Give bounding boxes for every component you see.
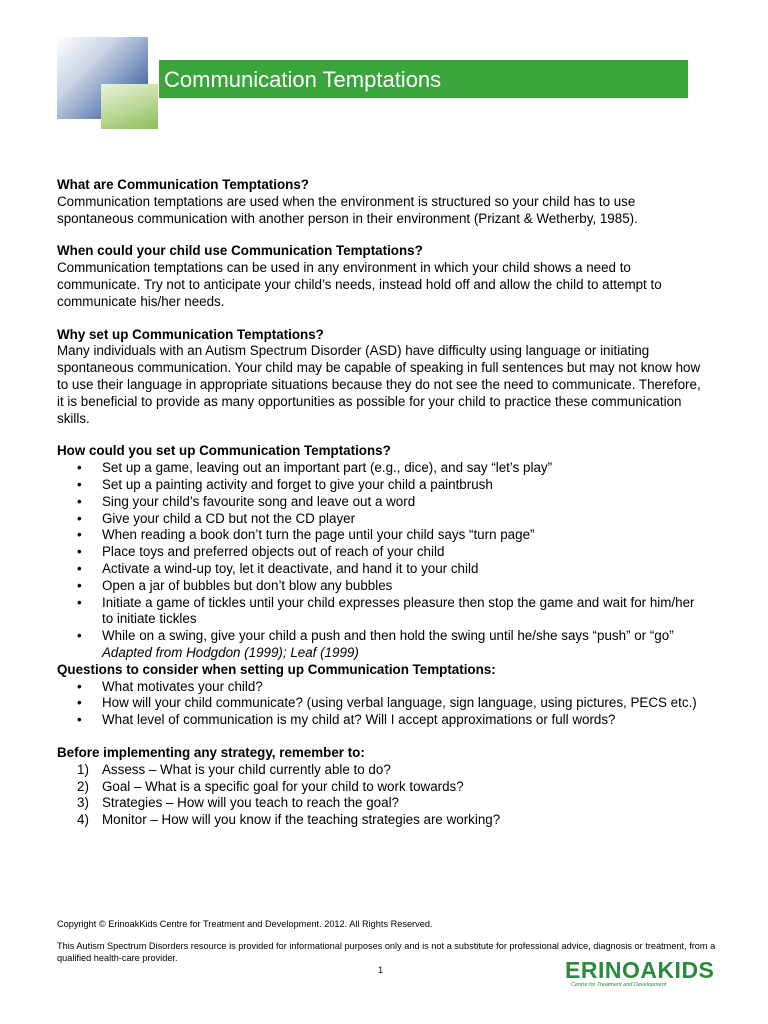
list-item: • Activate a wind-up toy, let it deactivate, and hand it to your child [57, 561, 707, 578]
questions-list [57, 679, 707, 729]
page-title: Communication Temptations [164, 67, 442, 92]
step-text: Monitor – How will you know if the teaching strategies are working? [102, 812, 501, 828]
section-how [57, 443, 707, 661]
step-text: Goal – What is a specific goal for your child to work towards? [102, 778, 464, 794]
list-item: • What motivates your child? [57, 679, 707, 696]
how-list [57, 460, 707, 645]
header-decoration-green [101, 84, 158, 129]
document-body [57, 177, 707, 829]
section-questions [57, 662, 707, 729]
section-heading: When could your child use Communication Temptations? [57, 243, 423, 259]
list-item: • What level of communication is my child at? Will I accept approximations or full words? [57, 712, 707, 729]
section-when [57, 243, 707, 310]
copyright-notice: Copyright © ErinoakKids Centre for Treatment and Development. 2012. All Rights Reserved. [57, 919, 433, 929]
list-item: • When reading a book don’t turn the page until your child says “turn page” [57, 527, 707, 544]
list-item: • Set up a painting activity and forget to give your child a paintbrush [57, 477, 707, 494]
section-before [57, 745, 707, 829]
section-paragraph: Communication temptations are used when the environment is structured so your child has to use spontaneous communication with another person in their environment (Prizant & Wetherby, 1985). [57, 193, 638, 226]
section-heading: How could you set up Communication Temptations? [57, 443, 391, 459]
list-item: • While on a swing, give your child a push and then hold the swing until he/she says “push” or “go” [57, 628, 707, 645]
list-item: • Give your child a CD but not the CD player [57, 511, 707, 528]
list-item: • Sing your child’s favourite song and leave out a word [57, 494, 707, 511]
list-item [57, 795, 707, 812]
list-item [57, 762, 707, 779]
erinoakkids-logo [565, 958, 715, 992]
step-number: 1) [77, 761, 89, 777]
section-what [57, 177, 707, 227]
list-item: • Set up a game, leaving out an important part (e.g., dice), and say “let’s play” [57, 460, 707, 477]
section-heading: Before implementing any strategy, remember to: [57, 744, 365, 760]
logo-tagline: Centre for Treatment and Development [571, 982, 667, 988]
list-item: • Place toys and preferred objects out of reach of your child [57, 544, 707, 561]
step-number: 2) [77, 778, 89, 794]
list-item [57, 779, 707, 796]
list-item [57, 812, 707, 829]
section-paragraph: Communication temptations can be used in any environment in which your child shows a need to communicate. Try not to anticipate your child’s needs, instead hold off and allow the child to attempt to communicate his/her needs. [57, 260, 662, 309]
section-heading: Questions to consider when setting up Communication Temptations: [57, 661, 496, 677]
list-item: • Initiate a game of tickles until your child expresses pleasure then stop the game and wait for him/her to initiate tickles [57, 595, 707, 629]
page-number: 1 [378, 965, 384, 975]
list-item: • Open a jar of bubbles but don’t blow any bubbles [57, 578, 707, 595]
step-text: Assess – What is your child currently able to do? [102, 761, 391, 777]
source-credit: Adapted from Hodgdon (1999); Leaf (1999) [102, 644, 359, 660]
step-text: Strategies – How will you teach to reach the goal? [102, 795, 399, 811]
step-number: 3) [77, 795, 89, 811]
steps-list [57, 762, 707, 829]
list-item: • How will your child communicate? (using verbal language, sign language, using pictures, PECS etc.) [57, 695, 707, 712]
logo-wordmark: ERINOAKIDS [565, 957, 715, 983]
section-heading: Why set up Communication Temptations? [57, 326, 324, 342]
section-paragraph: Many individuals with an Autism Spectrum Disorder (ASD) have difficulty using language or initiating spontaneous communication. Your child may be capable of speaking in full sentences but may not know how to use their language in appropriate situations because they do not see the need to communicate. Therefore, it is beneficial to provide as many opportunities as possible for your child to practice these communication skills. [57, 343, 701, 426]
disclaimer: This Autism Spectrum Disorders resource is provided for informational purposes only and is not a substitute for professional advice, diagnosis or treatment, from a qualified health-care provider. [57, 941, 716, 963]
section-heading: What are Communication Temptations? [57, 177, 309, 192]
step-number: 4) [77, 812, 89, 828]
section-why [57, 327, 707, 428]
